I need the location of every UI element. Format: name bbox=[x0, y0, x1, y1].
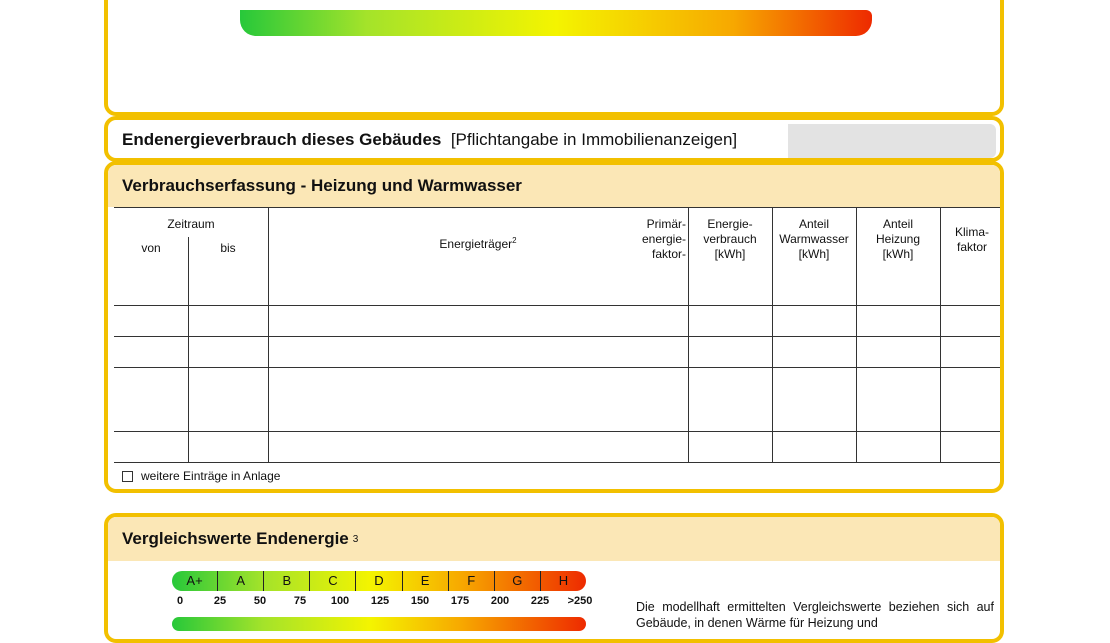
scale-tick-label: 225 bbox=[530, 595, 550, 607]
energy-class-label: G bbox=[495, 571, 541, 591]
comparison-title-text: Vergleichswerte Endenergie bbox=[122, 529, 349, 548]
scale-tick-label: 0 bbox=[176, 595, 184, 607]
comparison-gradient-bar bbox=[172, 617, 586, 631]
consumption-title: Verbrauchserfassung - Heizung und Warmwasser bbox=[108, 165, 1000, 207]
energy-class-label: C bbox=[310, 571, 356, 591]
energy-class-label: F bbox=[449, 571, 495, 591]
row-divider bbox=[114, 305, 1000, 306]
col-divider bbox=[188, 237, 189, 462]
header-zeitraum: Zeitraum bbox=[167, 217, 215, 231]
scale-tick-label: 100 bbox=[330, 595, 350, 607]
end-energy-note: [Pflichtangabe in Immobilienanzeigen] bbox=[450, 130, 738, 149]
header-energietraeger-footnote: 2 bbox=[512, 236, 517, 245]
header-klimafaktor: Klima- faktor bbox=[954, 225, 989, 254]
energy-class-label: A+ bbox=[172, 571, 218, 591]
consumption-table bbox=[114, 207, 1000, 462]
energy-class-label: E bbox=[403, 571, 449, 591]
row-divider bbox=[114, 367, 1000, 368]
scale-tick-label: 25 bbox=[213, 595, 227, 607]
efficiency-class-scale bbox=[172, 571, 586, 591]
scale-tick-label: >250 bbox=[567, 595, 593, 607]
row-divider bbox=[114, 207, 1000, 208]
comparison-title bbox=[108, 517, 1000, 561]
header-anteil-heizung: Anteil Heizung [kWh] bbox=[875, 217, 921, 261]
header-bis: bis bbox=[220, 241, 236, 255]
row-divider bbox=[114, 462, 1000, 463]
scale-tick-label: 175 bbox=[450, 595, 470, 607]
end-energy-label bbox=[122, 130, 737, 150]
end-energy-value-field[interactable] bbox=[788, 124, 996, 158]
scale-tick-label: 150 bbox=[410, 595, 430, 607]
row-divider bbox=[114, 431, 1000, 432]
header-von: von bbox=[141, 241, 161, 255]
scale-tick-label: 125 bbox=[370, 595, 390, 607]
scale-tick-label: 75 bbox=[293, 595, 307, 607]
additional-entries-label: weitere Einträge in Anlage bbox=[141, 469, 281, 483]
row-divider bbox=[114, 336, 1000, 337]
end-energy-row bbox=[104, 116, 1004, 162]
header-anteil-warmwasser: Anteil Warmwasser [kWh] bbox=[779, 217, 849, 261]
comparison-title-footnote: 3 bbox=[352, 533, 359, 545]
scale-tick-label: 50 bbox=[253, 595, 267, 607]
energy-class-label: D bbox=[356, 571, 402, 591]
energy-scale-panel bbox=[104, 0, 1004, 116]
header-energieverbrauch: Energie- verbrauch [kWh] bbox=[703, 217, 757, 261]
energy-class-label: H bbox=[558, 573, 569, 588]
header-energietraeger-text: Energieträger bbox=[439, 237, 513, 251]
additional-entries-option[interactable] bbox=[122, 469, 280, 483]
scale-tick-label: 200 bbox=[490, 595, 510, 607]
consumption-panel bbox=[104, 161, 1004, 493]
energy-class-label: B bbox=[264, 571, 310, 591]
scale-ticks bbox=[168, 595, 592, 611]
comparison-panel bbox=[104, 513, 1004, 643]
header-primaerenergiefaktor: Primär- energie- faktor- bbox=[641, 217, 686, 261]
end-energy-title: Endenergieverbrauch dieses Gebäudes bbox=[122, 130, 442, 149]
energy-class-label: A bbox=[218, 571, 264, 591]
energy-gradient-bar bbox=[240, 10, 872, 36]
comparison-description: Die modellhaft ermittelten Vergleichswerte beziehen sich auf Gebäude, in denen Wärme für Heizung und bbox=[636, 600, 994, 630]
checkbox-icon[interactable] bbox=[122, 471, 133, 482]
